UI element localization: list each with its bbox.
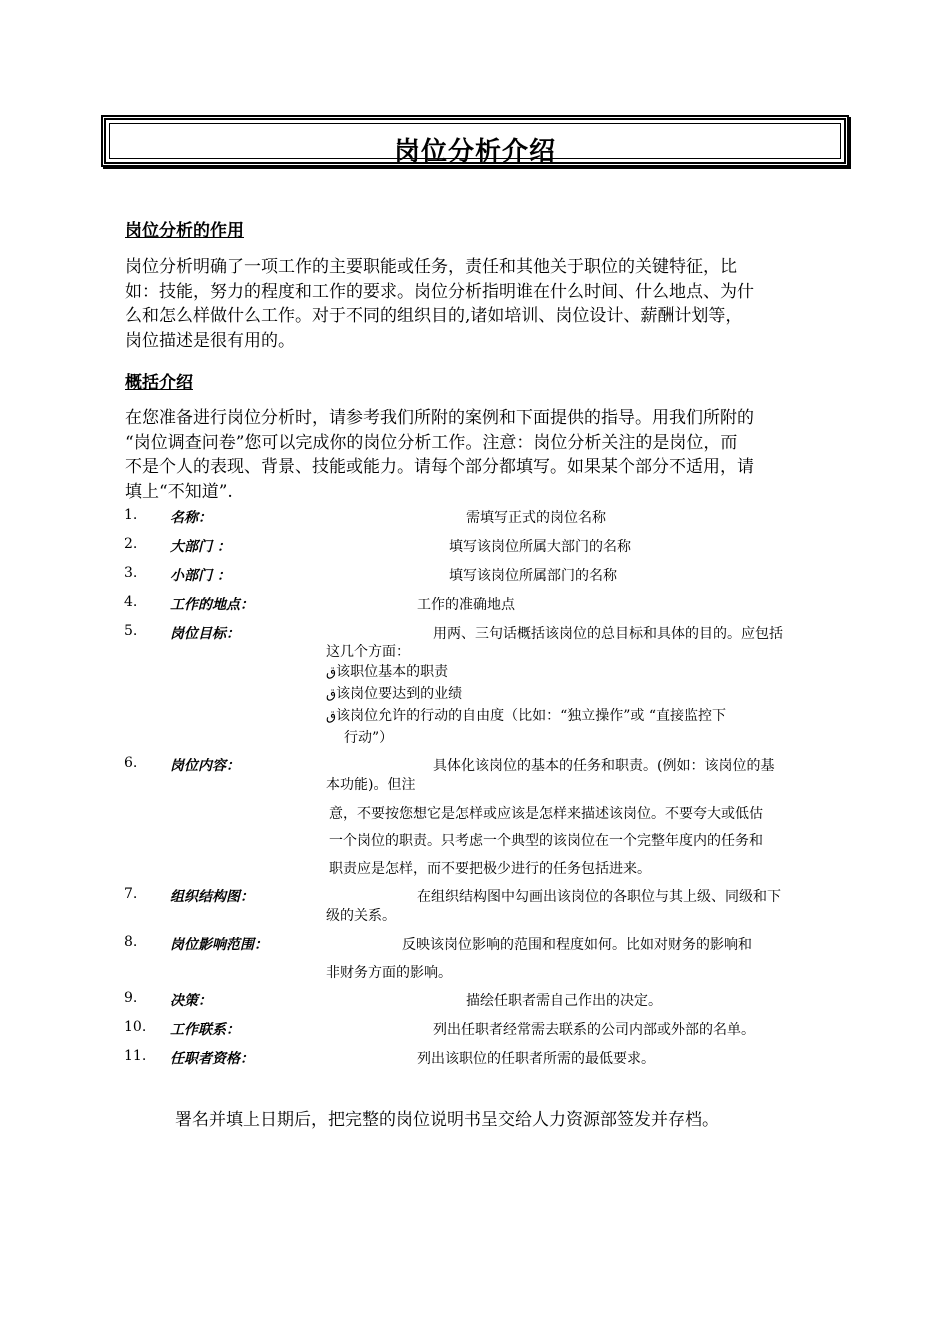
item-number: 11. — [124, 1048, 147, 1064]
item-description-continued: 职责应是怎样，而不要把极少进行的任务包括进来。 — [329, 861, 651, 877]
bullet-marker: ق — [326, 709, 337, 724]
paragraph-line: 填上“不知道”. — [125, 481, 233, 502]
section-heading-overview: 概括介绍 — [125, 373, 193, 393]
item-number: 4. — [124, 594, 138, 610]
item-number: 5. — [124, 623, 138, 639]
item-number: 8. — [124, 934, 138, 950]
item-description-continued: 本功能)。但注 — [326, 777, 416, 793]
bullet-item — [326, 683, 462, 703]
bullet-text: 该职位基本的职责 — [336, 664, 449, 680]
item-label: 工作联系： — [170, 1022, 240, 1038]
item-description: 列出该职位的任职者所需的最低要求。 — [417, 1051, 655, 1067]
paragraph-line: “岗位调查问卷”您可以完成你的岗位分析工作。注意：岗位分析关注的是岗位，而 — [125, 432, 738, 453]
bullet-text: 该岗位要达到的业绩 — [336, 686, 463, 702]
item-description: 填写该岗位所属部门的名称 — [449, 568, 617, 584]
item-description: 具体化该岗位的基本的任务和职责。(例如：该岗位的基 — [433, 758, 775, 774]
title-box — [101, 115, 849, 167]
item-label: 组织结构图： — [170, 889, 254, 905]
paragraph-line: 不是个人的表现、背景、技能或能力。请每个部分都填写。如果某个部分不适用，请 — [125, 457, 754, 477]
item-label: 工作的地点： — [170, 597, 254, 613]
bullet-continued: 行动”） — [344, 730, 394, 746]
item-description-continued: 一个岗位的职责。只考虑一个典型的该岗位在一个完整年度内的任务和 — [329, 833, 763, 849]
paragraph-line: 么和怎么样做什么工作。对于不同的组织目的,诸如培训、岗位设计、薪酬计划等， — [125, 306, 743, 326]
item-label: 岗位影响范围： — [170, 937, 268, 953]
item-number: 1. — [124, 507, 138, 523]
item-description-continued: 意，不要按您想它是怎样或应该是怎样来描述该岗位。不要夸大或低估 — [329, 806, 763, 822]
item-number: 9. — [124, 990, 138, 1006]
paragraph-line: 在您准备进行岗位分析时，请参考我们所附的案例和下面提供的指导。用我们所附的 — [125, 408, 754, 428]
item-number: 6. — [124, 755, 138, 771]
item-number: 7. — [124, 886, 138, 902]
item-description: 工作的准确地点 — [417, 597, 515, 613]
bullet-item — [326, 705, 726, 725]
item-label: 任职者资格： — [170, 1051, 254, 1067]
item-label: 大部门 ： — [170, 539, 231, 555]
item-description-continued: 这几个方面： — [326, 644, 410, 660]
bullet-text: 该岗位允许的行动的自由度（比如：“独立操作”或 “直接监控下 — [336, 708, 727, 724]
item-description: 需填写正式的岗位名称 — [466, 510, 606, 526]
item-description: 填写该岗位所属大部门的名称 — [449, 539, 631, 555]
section-heading-role: 岗位分析的作用 — [125, 221, 244, 241]
item-label: 名称： — [170, 510, 212, 526]
item-number: 2. — [124, 536, 138, 552]
paragraph-line: 岗位描述是很有用的。 — [125, 330, 295, 351]
paragraph-line: 岗位分析明确了一项工作的主要职能或任务，责任和其他关于职位的关键特征，比 — [125, 257, 737, 277]
footer-note: 署名并填上日期后，把完整的岗位说明书呈交给人力资源部签发并存档。 — [175, 1110, 719, 1130]
item-label: 岗位目标： — [170, 626, 240, 642]
item-description-continued: 级的关系。 — [326, 908, 396, 924]
item-description: 在组织结构图中勾画出该岗位的各职位与其上级、同级和下 — [417, 889, 781, 905]
item-label: 岗位内容： — [170, 758, 240, 774]
item-label: 决策： — [170, 993, 212, 1009]
item-number: 3. — [124, 565, 138, 581]
section-paragraph-overview — [125, 406, 835, 504]
bullet-item — [326, 661, 448, 681]
page-title: 岗位分析介绍 — [393, 137, 556, 167]
item-number: 10. — [124, 1019, 147, 1035]
bullet-marker: ق — [326, 665, 337, 680]
item-description: 用两、三句话概括该岗位的总目标和具体的目的。应包括 — [433, 626, 783, 642]
section-paragraph-role — [125, 255, 835, 353]
bullet-marker: ق — [326, 687, 337, 702]
paragraph-line: 如：技能，努力的程度和工作的要求。岗位分析指明谁在什么时间、什么地点、为什 — [125, 281, 754, 302]
item-description: 反映该岗位影响的范围和程度如何。比如对财务的影响和 — [402, 937, 752, 953]
item-description-continued: 非财务方面的影响。 — [326, 965, 452, 981]
item-description: 描绘任职者需自己作出的决定。 — [466, 993, 662, 1009]
item-label: 小部门 ： — [170, 568, 231, 584]
item-description: 列出任职者经常需去联系的公司内部或外部的名单。 — [433, 1022, 755, 1038]
